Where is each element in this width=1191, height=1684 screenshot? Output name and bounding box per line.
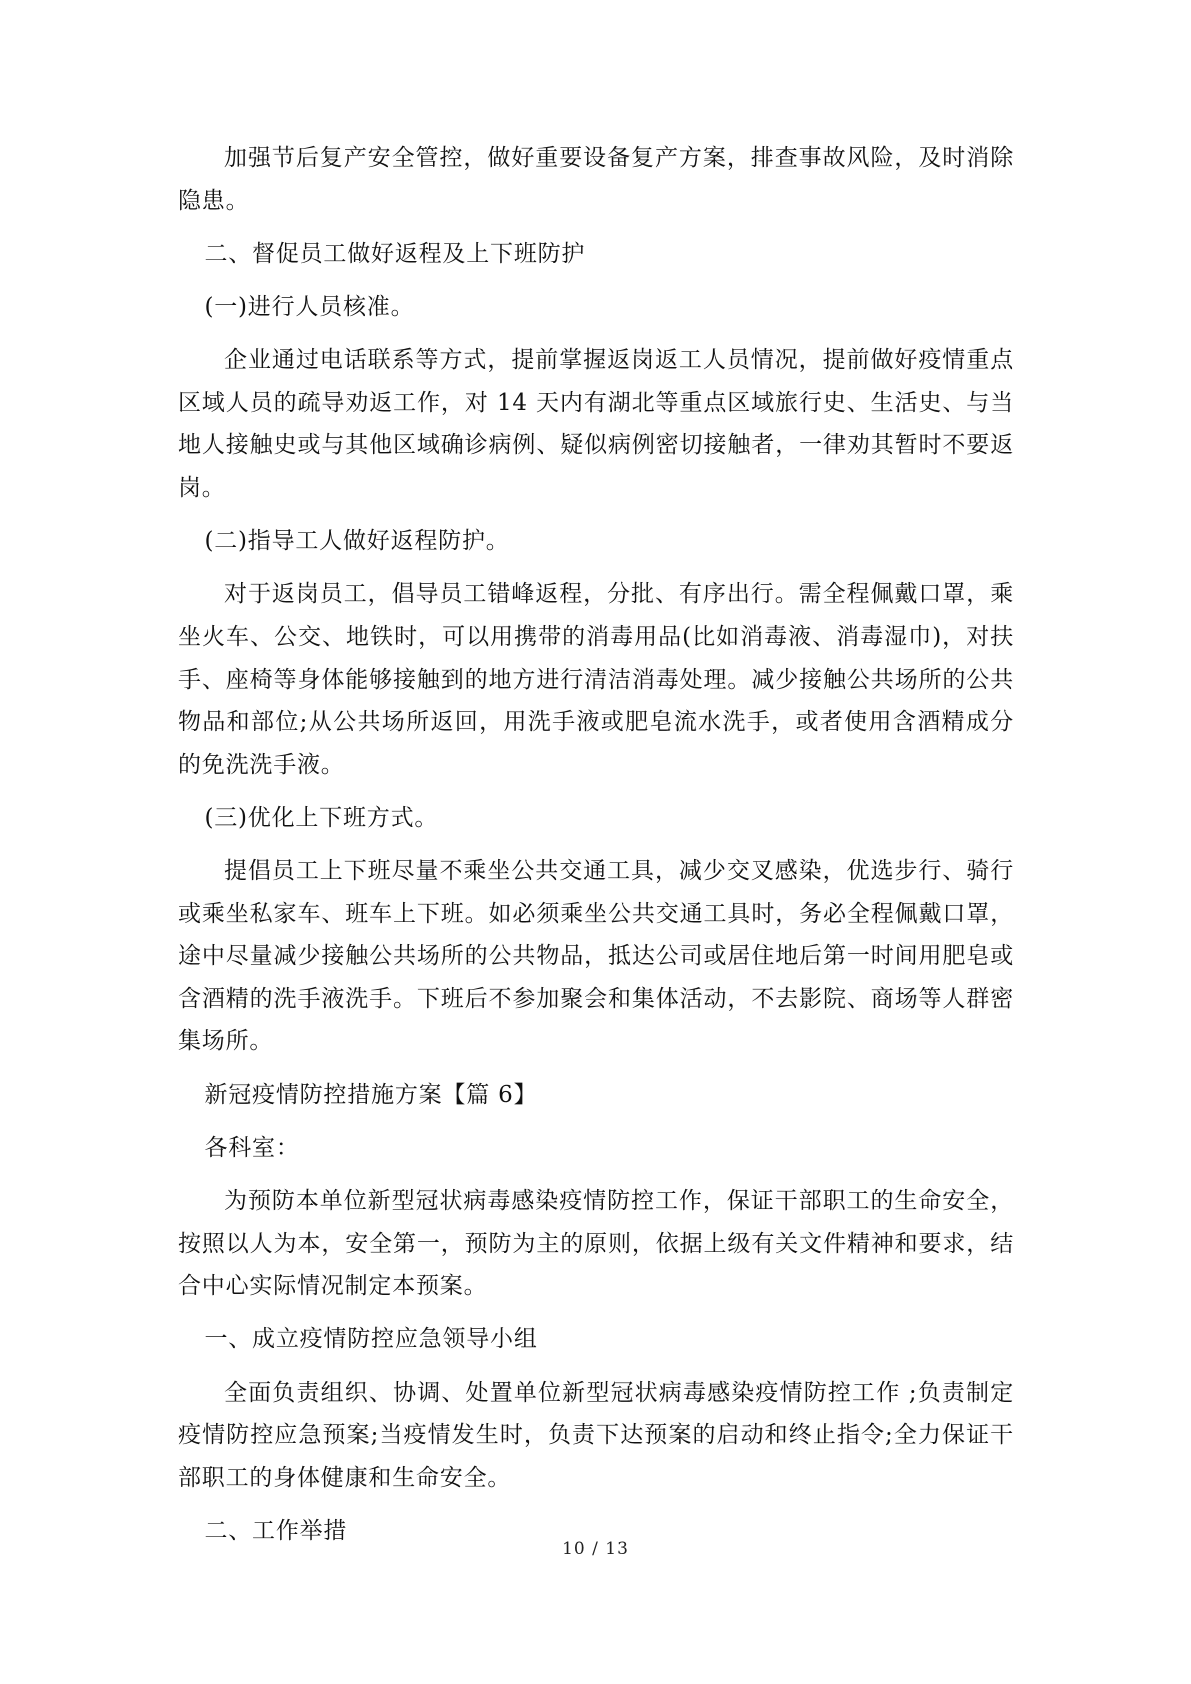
article-title: 新冠疫情防控措施方案【篇 6】	[204, 1081, 538, 1108]
paragraph: 加强节后复产安全管控，做好重要设备复产方案，排查事故风险，及时消除隐患。	[178, 145, 1014, 214]
paragraph: 对于返岗员工，倡导员工错峰返程，分批、有序出行。需全程佩戴口罩，乘坐火车、公交、地铁时，可以用携带的消毒用品(比如消毒液、消毒湿巾)，对扶手、座椅等身体能够接触到的地方进行清洁消毒处理。减少接触公共场所的公共物品和部位;从公共场所返回，用洗手液或肥皂流水洗手，或者使用含酒精成分的免洗洗手液。	[178, 581, 1014, 778]
subsection-heading: (三)优化上下班方式。	[204, 804, 439, 831]
section-heading: 一、成立疫情防控应急领导小组	[204, 1326, 538, 1353]
paragraph: 提倡员工上下班尽量不乘坐公共交通工具，减少交叉感染，优选步行、骑行或乘坐私家车、班车上下班。如必须乘坐公共交通工具时，务必全程佩戴口罩，途中尽量减少接触公共场所的公共物品，抵达公司或居住地后第一时间用肥皂或含酒精的洗手液洗手。下班后不参加聚会和集体活动，不去影院、商场等人群密集场所。	[178, 858, 1014, 1055]
section-heading: 二、督促员工做好返程及上下班防护	[204, 240, 586, 267]
page-number: 10 / 13	[562, 1539, 629, 1559]
salutation: 各科室：	[204, 1134, 300, 1161]
paragraph: 企业通过电话联系等方式，提前掌握返岗返工人员情况，提前做好疫情重点区域人员的疏导劝返工作，对 14 天内有湖北等重点区域旅行史、生活史、与当地人接触史或与其他区域确诊病例、疑似病例密切接触者，一律劝其暂时不要返岗。	[178, 347, 1014, 501]
section-heading: 二、工作举措	[204, 1517, 348, 1544]
subsection-heading: (一)进行人员核准。	[204, 293, 415, 320]
subsection-heading: (二)指导工人做好返程防护。	[204, 528, 510, 555]
document-body	[178, 137, 1014, 1563]
paragraph: 全面负责组织、协调、处置单位新型冠状病毒感染疫情防控工作 ;负责制定疫情防控应急预案;当疫情发生时，负责下达预案的启动和终止指令;全力保证干部职工的身体健康和生命安全。	[178, 1379, 1014, 1491]
paragraph: 为预防本单位新型冠状病毒感染疫情防控工作，保证干部职工的生命安全，按照以人为本，安全第一，预防为主的原则，依据上级有关文件精神和要求，结合中心实际情况制定本预案。	[178, 1188, 1014, 1300]
